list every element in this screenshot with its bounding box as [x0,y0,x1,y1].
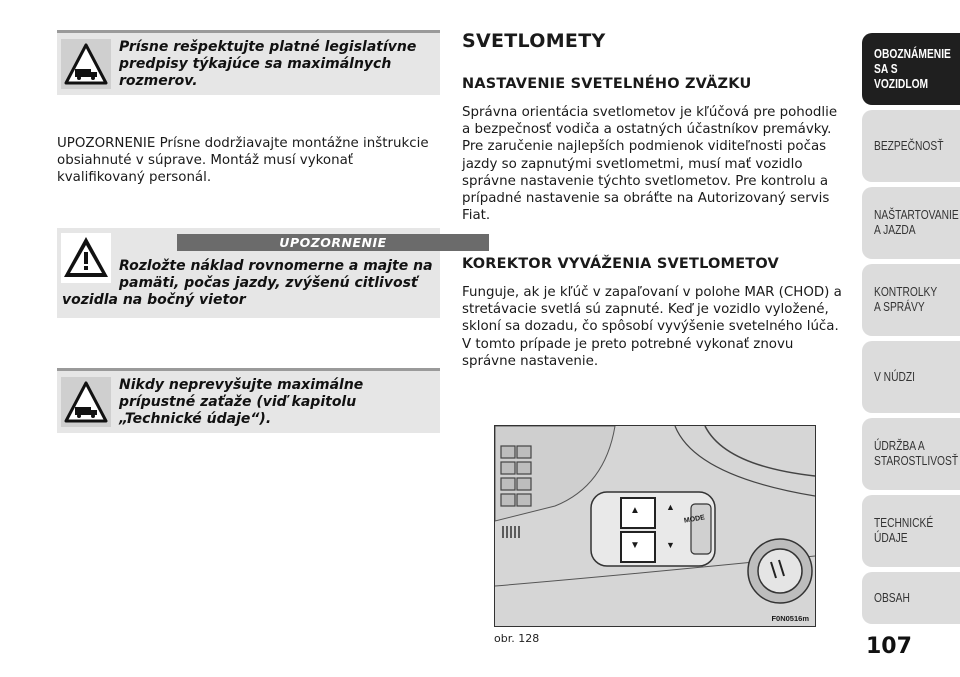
tab-technical-data[interactable] [862,495,960,567]
tab-label: KONTROLKY A SPRÁVY [874,285,938,314]
down-arrow-label: ▼ [630,540,640,551]
up-arrow-label: ▲ [630,505,640,516]
tab-safety[interactable] [862,110,960,182]
page-title: SVETLOMETY [462,30,606,52]
warning-box-load [57,228,440,318]
notice-text-dimensions: Prísne rešpektujte platné legislatívne predpisy týkajúce sa maximálnych rozmerov. [119,39,417,89]
section-body-leveling: Funguje, ak je kľúč v zapaľovaní v polohe MAR (CHOD) a stretávacie svetlá sú zapnuté. Keď je vozidlo vyložené, skloní sa dozadu, čo spôsobí vyvýšenie svetelného lúča. V tomto prípade je preto potrebné vykonať znovu správne nastavenie. [462,285,842,369]
figure-headlight-corrector [494,425,816,627]
section-title-leveling: KOREKTOR VYVÁŽENIA SVETLOMETOV [462,256,779,272]
notice-text-load-limit: Nikdy neprevyšujte maximálne prípustné zaťaže (viď kapitolu „Technické údaje“). [119,377,364,427]
tab-maintenance[interactable] [862,418,960,490]
tab-label: V NÚDZI [874,369,915,384]
warning-paragraph: UPOZORNENIE Prísne dodržiavajte montážne inštrukcie obsiahnuté v súprave. Montáž musí vykonať kvalifikovaný personál. [57,136,429,186]
mode-label: MODE [683,514,706,525]
figure-code: F0N0516m [771,614,809,623]
dashboard-illustration [495,426,815,626]
tab-label: BEZPEČNOSŤ [874,138,944,153]
tab-label: NAŠTARTOVANIE A JAZDA [874,208,959,237]
warning-text-line3: vozidla na bočný vietor [62,292,246,308]
tab-label: OBSAH [874,590,910,605]
tab-contents[interactable] [862,572,960,624]
notice-box-dimensions [57,30,440,95]
tab-label: TECHNICKÉ ÚDAJE [874,516,934,545]
truck-warning-icon [61,377,111,427]
tab-label: OBOZNÁMENIE SA S VOZIDLOM [874,46,951,91]
warning-strip: UPOZORNENIE [177,234,489,251]
tab-emergency[interactable] [862,341,960,413]
tab-warnings[interactable] [862,264,960,336]
side-up-arrow-label: ▲ [666,502,675,512]
figure-caption: obr. 128 [494,632,540,645]
warning-text-line1: Rozložte náklad rovnomerne a majte na [119,258,433,274]
tab-vehicle-intro[interactable] [862,33,960,105]
tab-label: ÚDRŽBA A STAROSTLIVOSŤ [874,439,959,468]
section-title-beam: NASTAVENIE SVETELNÉHO ZVÄZKU [462,76,752,92]
page-number: 107 [866,634,912,659]
tab-starting-driving[interactable] [862,187,960,259]
warning-triangle-icon [61,233,111,283]
section-body-beam: Správna orientácia svetlometov je kľúčová pre pohodlie a bezpečnosť vodiča a ostatných účastníkov premávky. Pre zaručenie najlepších podmienok viditeľnosti počas jazdy so zapnutými svetlometmi, musí mať vozidlo správne nastavenie týchto svetlometov. Pre kontrolu a prípadné nastavenie sa obráťte na Autorizovaný servis Fiat. [462,105,838,224]
warning-text-line2: pamäti, počas jazdy, zvýšenú citlivosť [119,275,418,291]
side-down-arrow-label: ▼ [666,540,675,550]
notice-box-load-limit [57,368,440,433]
truck-warning-icon [61,39,111,89]
